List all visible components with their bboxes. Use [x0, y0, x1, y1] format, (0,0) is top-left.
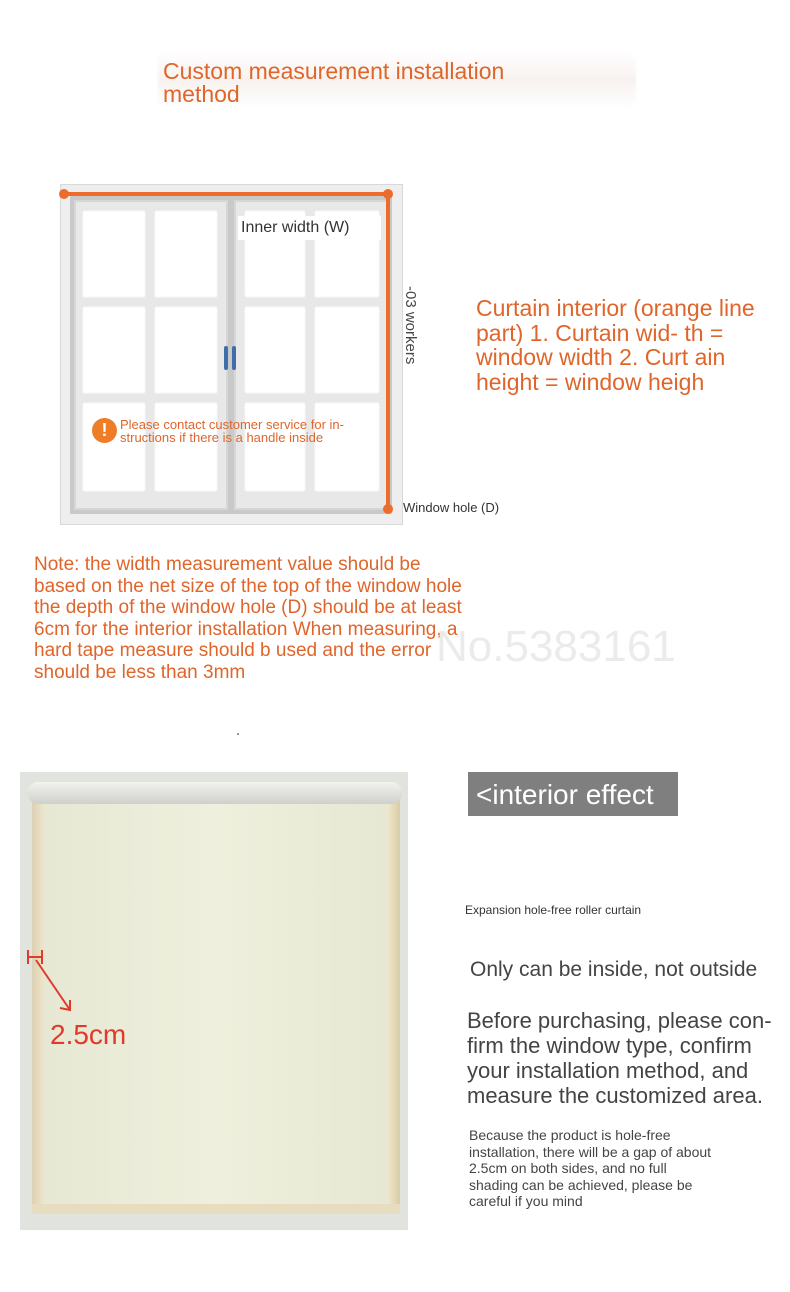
blind-side-frame-right	[388, 790, 400, 1210]
handle-warning-text: Please contact customer service for in- structions if there is a handle inside	[120, 417, 344, 445]
measure-point-top-left	[59, 189, 69, 199]
window-pane	[82, 402, 146, 492]
measure-point-bottom-right	[383, 504, 393, 514]
window-pane	[314, 402, 380, 492]
window-pane	[154, 402, 218, 492]
product-name: Expansion hole-free roller curtain	[465, 903, 642, 917]
measure-point-top-right	[383, 189, 393, 199]
window-hole-label: Window hole (D)	[403, 500, 500, 515]
window-pane	[154, 210, 218, 298]
window-pane	[82, 210, 146, 298]
divider-dot	[237, 733, 239, 735]
window-pane	[154, 306, 218, 394]
window-pane	[244, 306, 306, 394]
before-purchase-notice: Before purchasing, please con- firm the window type, confirm your installation method, and measure the customized area.	[467, 1008, 772, 1108]
blind-fabric	[44, 804, 388, 1204]
warning-icon: !	[92, 418, 117, 443]
watermark: No.5383161	[436, 622, 676, 671]
effect-title: <interior effect	[476, 779, 654, 810]
gap-arrow-icon	[24, 948, 84, 1022]
gap-measure-label: 2.5cm	[50, 1019, 127, 1050]
blind-bottom-frame	[32, 1204, 400, 1214]
height-measure-line	[386, 194, 390, 510]
width-measure-line	[64, 192, 390, 196]
page-title: Custom measurement installation method	[163, 58, 505, 107]
window-handle-icon	[222, 346, 238, 372]
vertical-measure-label: -03 workers	[402, 286, 419, 365]
measurement-note: Note: the width measurement value should be based on the net size of the top of the window hole the depth of the window hole (D) should be at least 6cm for the interior installation When measuring, a hard tape measure should b used and the error should be less than 3mm	[34, 554, 462, 683]
blind-roller-tube	[28, 782, 402, 804]
window-pane	[244, 402, 306, 492]
gap-warning-text: Because the product is hole-free installation, there will be a gap of about 2.5cm on both sides, and no full shading can be achieved, please be careful if you mind	[469, 1127, 712, 1209]
inside-only-notice: Only can be inside, not outside	[470, 958, 758, 981]
interior-description: Curtain interior (orange line part) 1. Curtain wid- th = window width 2. Curt ain height = window heigh	[476, 295, 755, 395]
window-pane	[82, 306, 146, 394]
window-pane	[314, 306, 380, 394]
inner-width-label: Inner width (W)	[238, 216, 381, 240]
